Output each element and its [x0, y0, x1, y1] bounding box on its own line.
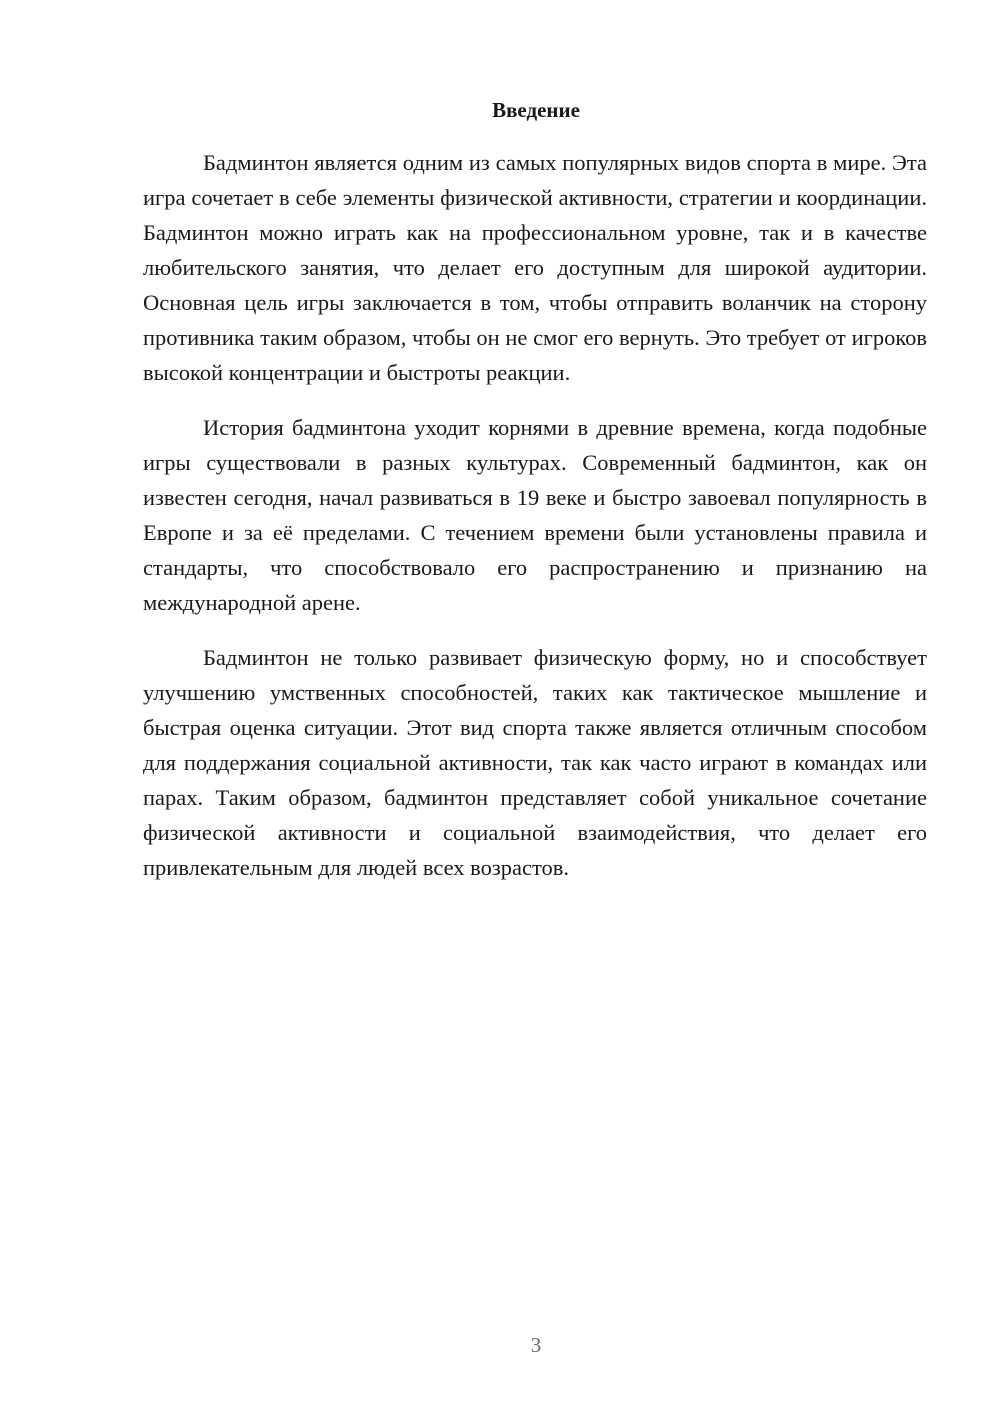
- paragraph-1: Бадминтон является одним из самых популярных видов спорта в мире. Эта игра сочетает в себе элементы физической активности, стратегии и координации. Бадминтон можно играть как на профессиональном уровне, так и в качестве любительского занятия, что делает его доступным для широкой аудитории. Основная цель игры заключается в том, чтобы отправить воланчик на сторону противника таким образом, чтобы он не смог его вернуть. Это требует от игроков высокой концентрации и быстроты реакции.: [143, 150, 927, 385]
- page-number: 3: [530, 1333, 542, 1357]
- paragraph-2: История бадминтона уходит корнями в древние времена, когда подобные игры существовали в разных культурах. Современный бадминтон, как он известен сегодня, начал развиваться в 19 веке и быстро завоевал популярность в Европе и за её пределами. С течением времени были установлены правила и стандарты, что способствовало его распространению и признанию на международной арене.: [143, 415, 927, 615]
- section-title: Введение: [492, 98, 580, 122]
- body-text: [143, 145, 927, 905]
- paragraph-3: Бадминтон не только развивает физическую форму, но и способствует улучшению умственных способностей, таких как тактическое мышление и быстрая оценка ситуации. Этот вид спорта также является отличным способом для поддержания социальной активности, так как часто играют в командах или парах. Таким образом, бадминтон представляет собой уникальное сочетание физической активности и социальной взаимодействия, что делает его привлекательным для людей всех возрастов.: [143, 645, 927, 880]
